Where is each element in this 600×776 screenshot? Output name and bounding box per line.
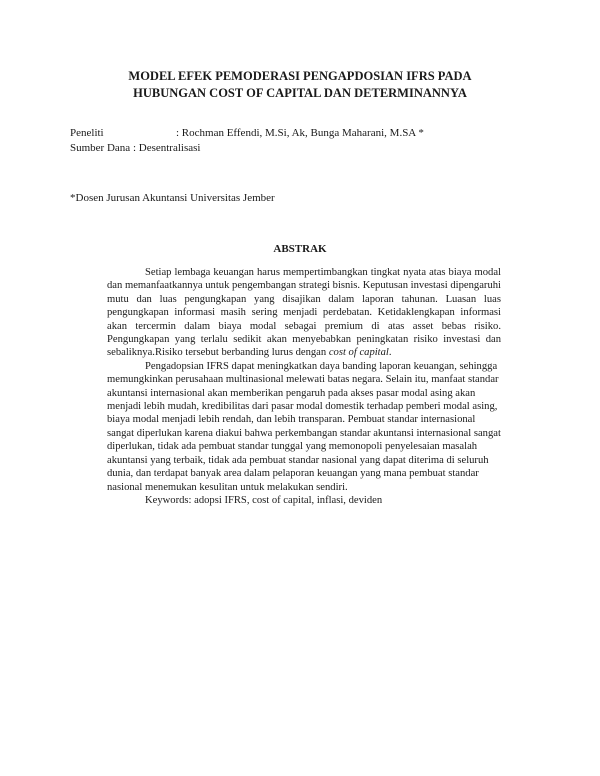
document-metadata — [70, 126, 424, 156]
abstract-keywords: Keywords: adopsi IFRS, cost of capital, inflasi, deviden — [145, 494, 383, 506]
funding-row — [70, 141, 424, 156]
researcher-value: : Rochman Effendi, M.Si, Ak, Bunga Maharani, M.SA * — [176, 127, 424, 139]
funding-label: Sumber Dana — [70, 142, 131, 154]
abstract-paragraph-1-italic: cost of capital — [328, 347, 389, 359]
title-line-1: MODEL EFEK PEMODERASI PENGAPDOSIAN IFRS PADA — [128, 69, 472, 83]
title-line-2: HUBUNGAN COST OF CAPITAL DAN DETERMINANNYA — [133, 86, 467, 100]
abstract-paragraph-1 — [107, 266, 501, 360]
abstract-paragraph-1-text: Setiap lembaga keuangan harus mempertimbangkan tingkat nyata atas biaya modal dan memanfaatkannya untuk pengembangan strategi bisnis. Keputusan investasi dipengaruhi mutu dan luas pengungkapan yang disajikan dalam laporan tahunan. Luasan luas pengungkapan informasi masih sering menjadi perdebatan. Ketidaklengkapan informasi akan tercermin dalam biaya modal sebagai premium di atas asset bebas risiko. Pengungkapan yang terlalu sedikit akan menyebabkan peningkatan risiko investasi dan sebaliknya.Risiko tersebut berbanding lurus dengan — [107, 267, 501, 359]
abstract-paragraph-2: Pengadopsian IFRS dapat meningkatkan daya banding laporan keuangan, sehingga memungkinkan perusahaan multinasional melewati batas negara. Selain itu, manfaat standar akuntansi internasional akan memberikan pengaruh pada akses pasar modal asing akan menjadi lebih mudah, kredibilitas dari pasar modal domestik terhadap pemberi modal asing, biaya modal menjadi lebih rendah, dan lebih transparan. Pembuat standar internasional sangat diperlukan karena diakui bahwa perkembangan standar akuntansi internasional sangat diperlukan, tidak ada pembuat standar tunggal yang memonopoli penyelesaian masalah akuntansi yang terbaik, tidak ada pembuat standar nasional yang dapat diterima di seluruh dunia, dan terdapat banyak area dalam pelaporan keuangan yang mana pembuat standar nasional menemukan kesulitan untuk melakukan sendiri. — [107, 360, 501, 493]
researcher-row — [70, 126, 424, 141]
abstract-body — [107, 266, 501, 507]
document-title — [60, 68, 540, 102]
abstract-paragraph-1-end: . — [388, 347, 392, 359]
researcher-label: Peneliti — [70, 127, 104, 139]
abstract-heading: ABSTRAK — [273, 243, 327, 255]
affiliation-note: *Dosen Jurusan Akuntansi Universitas Jember — [70, 192, 275, 204]
funding-value: : Desentralisasi — [130, 142, 201, 154]
